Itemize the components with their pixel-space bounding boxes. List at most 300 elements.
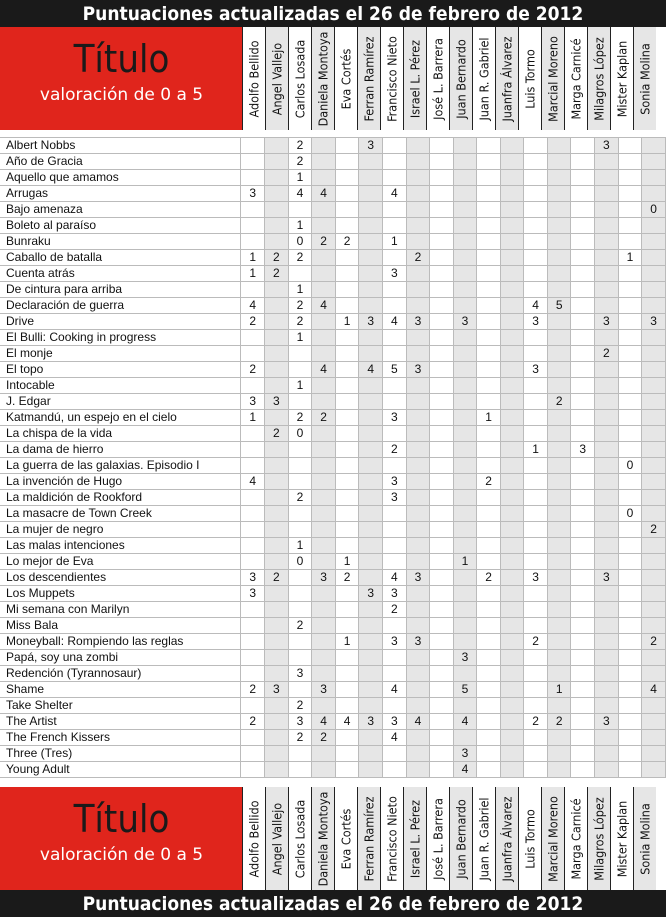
score-cell bbox=[265, 714, 289, 730]
score-cell bbox=[618, 442, 642, 458]
score-cell bbox=[642, 762, 666, 778]
score-cell: 3 bbox=[524, 314, 548, 330]
score-cell bbox=[265, 186, 289, 202]
score-cell bbox=[359, 154, 383, 170]
score-cell bbox=[265, 602, 289, 618]
score-cell bbox=[547, 202, 571, 218]
score-cell bbox=[500, 138, 523, 154]
judge-name: Mister Kaplan bbox=[614, 800, 630, 877]
score-cell: 4 bbox=[642, 682, 666, 698]
score-cell bbox=[335, 410, 359, 426]
score-cell bbox=[430, 714, 453, 730]
score-cell bbox=[477, 442, 501, 458]
score-cell bbox=[477, 394, 501, 410]
score-cell bbox=[642, 474, 666, 490]
score-cell bbox=[265, 170, 289, 186]
score-cell bbox=[500, 746, 523, 762]
score-cell bbox=[547, 314, 571, 330]
score-cell bbox=[383, 506, 407, 522]
score-cell bbox=[359, 666, 383, 682]
score-cell bbox=[265, 282, 289, 298]
score-cell bbox=[524, 458, 548, 474]
score-cell bbox=[453, 346, 477, 362]
score-cell bbox=[477, 362, 501, 378]
score-cell bbox=[547, 746, 571, 762]
score-cell bbox=[618, 698, 642, 714]
score-cell bbox=[430, 458, 453, 474]
score-cell bbox=[359, 602, 383, 618]
score-cell bbox=[453, 570, 477, 586]
score-cell: 0 bbox=[288, 426, 312, 442]
score-cell bbox=[618, 634, 642, 650]
score-cell bbox=[595, 362, 619, 378]
score-cell bbox=[642, 442, 666, 458]
score-cell bbox=[265, 522, 289, 538]
score-cell bbox=[595, 426, 619, 442]
judge-name: Eva Cortés bbox=[338, 808, 354, 869]
table-row bbox=[0, 186, 666, 202]
score-cell bbox=[430, 394, 453, 410]
score-cell bbox=[571, 426, 595, 442]
judge-header bbox=[426, 787, 449, 890]
score-cell bbox=[500, 266, 523, 282]
score-cell bbox=[571, 378, 595, 394]
score-cell bbox=[571, 618, 595, 634]
judge-header bbox=[541, 787, 564, 890]
score-cell bbox=[383, 650, 407, 666]
score-cell bbox=[595, 394, 619, 410]
score-cell bbox=[335, 218, 359, 234]
score-table bbox=[0, 137, 666, 778]
score-cell bbox=[618, 218, 642, 234]
judge-name: Carlos Losada bbox=[292, 39, 308, 118]
score-cell bbox=[453, 538, 477, 554]
score-cell bbox=[241, 538, 265, 554]
score-cell: 0 bbox=[618, 458, 642, 474]
score-cell bbox=[477, 154, 501, 170]
score-cell bbox=[524, 730, 548, 746]
score-cell bbox=[618, 490, 642, 506]
judge-name: Israel L. Pérez bbox=[407, 799, 423, 878]
judge-header bbox=[633, 787, 656, 890]
score-cell bbox=[312, 138, 336, 154]
score-cell bbox=[500, 666, 523, 682]
score-cell bbox=[265, 218, 289, 234]
score-cell bbox=[642, 586, 666, 602]
score-cell bbox=[383, 330, 407, 346]
film-title: Intocable bbox=[0, 378, 241, 394]
table-row bbox=[0, 266, 666, 282]
score-cell bbox=[571, 186, 595, 202]
judge-name: Juan R. Gabriel bbox=[476, 796, 492, 881]
score-cell: 1 bbox=[241, 266, 265, 282]
score-cell bbox=[312, 474, 336, 490]
score-cell bbox=[430, 746, 453, 762]
score-cell: 1 bbox=[288, 378, 312, 394]
score-cell bbox=[335, 538, 359, 554]
score-cell bbox=[642, 186, 666, 202]
score-cell bbox=[335, 186, 359, 202]
score-cell: 2 bbox=[547, 394, 571, 410]
score-cell bbox=[618, 202, 642, 218]
score-cell: 2 bbox=[265, 250, 289, 266]
score-cell bbox=[524, 666, 548, 682]
score-cell bbox=[547, 218, 571, 234]
score-cell bbox=[477, 330, 501, 346]
score-cell bbox=[241, 458, 265, 474]
score-cell bbox=[359, 394, 383, 410]
score-cell bbox=[500, 634, 523, 650]
score-cell: 2 bbox=[477, 474, 501, 490]
score-cell bbox=[571, 522, 595, 538]
score-cell bbox=[241, 698, 265, 714]
score-cell bbox=[430, 138, 453, 154]
score-cell bbox=[477, 666, 501, 682]
score-cell bbox=[241, 138, 265, 154]
score-cell bbox=[312, 602, 336, 618]
score-cell bbox=[335, 586, 359, 602]
film-title: De cintura para arriba bbox=[0, 282, 241, 298]
score-cell bbox=[359, 474, 383, 490]
score-cell bbox=[595, 538, 619, 554]
score-cell bbox=[406, 522, 430, 538]
table-row bbox=[0, 506, 666, 522]
score-cell bbox=[335, 426, 359, 442]
score-cell bbox=[642, 330, 666, 346]
score-cell: 3 bbox=[359, 314, 383, 330]
film-title: La mujer de negro bbox=[0, 522, 241, 538]
score-cell bbox=[595, 506, 619, 522]
score-cell bbox=[571, 506, 595, 522]
table-row bbox=[0, 250, 666, 266]
score-cell bbox=[430, 362, 453, 378]
score-cell bbox=[383, 250, 407, 266]
score-cell bbox=[618, 138, 642, 154]
score-cell bbox=[642, 154, 666, 170]
score-cell bbox=[524, 538, 548, 554]
score-cell: 3 bbox=[383, 266, 407, 282]
score-cell bbox=[406, 442, 430, 458]
film-title: Drive bbox=[0, 314, 241, 330]
judge-name: José L. Barrera bbox=[430, 797, 446, 880]
score-cell bbox=[453, 218, 477, 234]
table-row bbox=[0, 474, 666, 490]
score-cell bbox=[406, 186, 430, 202]
score-cell: 3 bbox=[383, 490, 407, 506]
score-cell bbox=[477, 458, 501, 474]
score-cell bbox=[406, 138, 430, 154]
score-cell bbox=[383, 378, 407, 394]
score-cell bbox=[618, 474, 642, 490]
score-cell: 3 bbox=[642, 314, 666, 330]
score-cell bbox=[524, 186, 548, 202]
score-cell bbox=[453, 138, 477, 154]
title-box-bottom bbox=[0, 787, 243, 890]
score-cell bbox=[524, 218, 548, 234]
score-cell bbox=[547, 650, 571, 666]
score-cell: 3 bbox=[312, 682, 336, 698]
score-cell: 4 bbox=[312, 298, 336, 314]
judge-header bbox=[449, 787, 472, 890]
score-cell bbox=[265, 698, 289, 714]
score-cell bbox=[595, 586, 619, 602]
score-cell bbox=[265, 154, 289, 170]
judge-header bbox=[564, 27, 587, 130]
score-cell bbox=[241, 554, 265, 570]
score-cell bbox=[595, 186, 619, 202]
table-row bbox=[0, 218, 666, 234]
score-cell bbox=[500, 298, 523, 314]
score-cell: 3 bbox=[383, 714, 407, 730]
score-cell bbox=[595, 266, 619, 282]
score-cell bbox=[383, 746, 407, 762]
score-cell bbox=[571, 458, 595, 474]
score-cell bbox=[406, 666, 430, 682]
score-cell bbox=[618, 522, 642, 538]
score-cell bbox=[595, 666, 619, 682]
table-row bbox=[0, 410, 666, 426]
score-cell bbox=[265, 506, 289, 522]
score-cell: 2 bbox=[265, 426, 289, 442]
judge-header bbox=[495, 27, 518, 130]
score-cell bbox=[430, 586, 453, 602]
score-cell: 2 bbox=[335, 234, 359, 250]
score-cell bbox=[642, 266, 666, 282]
score-cell bbox=[312, 330, 336, 346]
score-cell bbox=[571, 154, 595, 170]
score-cell bbox=[335, 618, 359, 634]
film-title: La masacre de Town Creek bbox=[0, 506, 241, 522]
judge-name: Milagros López bbox=[591, 36, 607, 121]
score-cell bbox=[359, 762, 383, 778]
score-cell bbox=[241, 282, 265, 298]
score-cell bbox=[406, 586, 430, 602]
score-cell: 2 bbox=[477, 570, 501, 586]
score-cell bbox=[453, 170, 477, 186]
film-title: Los descendientes bbox=[0, 570, 241, 586]
score-cell bbox=[477, 378, 501, 394]
score-cell bbox=[524, 682, 548, 698]
score-cell bbox=[453, 698, 477, 714]
table-row bbox=[0, 586, 666, 602]
score-cell bbox=[241, 202, 265, 218]
score-cell bbox=[406, 346, 430, 362]
score-cell bbox=[265, 362, 289, 378]
score-cell bbox=[335, 266, 359, 282]
score-cell bbox=[595, 330, 619, 346]
score-cell bbox=[312, 586, 336, 602]
score-cell bbox=[477, 250, 501, 266]
table-row bbox=[0, 554, 666, 570]
score-cell bbox=[618, 346, 642, 362]
score-cell bbox=[524, 202, 548, 218]
score-cell bbox=[571, 202, 595, 218]
score-cell bbox=[406, 538, 430, 554]
score-cell bbox=[500, 426, 523, 442]
score-cell bbox=[383, 666, 407, 682]
score-cell bbox=[241, 346, 265, 362]
score-cell bbox=[453, 250, 477, 266]
score-cell bbox=[241, 234, 265, 250]
score-cell bbox=[595, 458, 619, 474]
score-cell bbox=[524, 234, 548, 250]
score-cell: 3 bbox=[383, 410, 407, 426]
score-cell bbox=[477, 634, 501, 650]
score-cell bbox=[406, 378, 430, 394]
score-cell bbox=[477, 346, 501, 362]
judge-name: Sonia Molina bbox=[637, 802, 653, 875]
score-cell bbox=[383, 170, 407, 186]
score-cell bbox=[571, 538, 595, 554]
score-cell bbox=[618, 314, 642, 330]
judge-name: Ferran Ramírez bbox=[361, 36, 377, 121]
table-row bbox=[0, 138, 666, 154]
judge-header bbox=[541, 27, 564, 130]
score-cell bbox=[406, 426, 430, 442]
table-row bbox=[0, 682, 666, 698]
film-title: Boleto al paraíso bbox=[0, 218, 241, 234]
score-cell bbox=[335, 746, 359, 762]
score-cell: 2 bbox=[288, 298, 312, 314]
judge-header bbox=[334, 787, 357, 890]
score-cell bbox=[312, 282, 336, 298]
score-cell bbox=[453, 394, 477, 410]
score-cell bbox=[477, 170, 501, 186]
score-cell: 4 bbox=[383, 570, 407, 586]
score-cell bbox=[406, 458, 430, 474]
score-cell bbox=[500, 218, 523, 234]
score-cell bbox=[524, 554, 548, 570]
score-cell bbox=[547, 474, 571, 490]
score-cell bbox=[406, 202, 430, 218]
score-cell bbox=[500, 250, 523, 266]
score-cell bbox=[618, 586, 642, 602]
table-row bbox=[0, 490, 666, 506]
score-cell bbox=[430, 474, 453, 490]
film-title: Katmandú, un espejo en el cielo bbox=[0, 410, 241, 426]
score-cell bbox=[500, 282, 523, 298]
score-cell bbox=[383, 202, 407, 218]
score-cell bbox=[547, 186, 571, 202]
score-cell bbox=[312, 650, 336, 666]
score-cell: 4 bbox=[524, 298, 548, 314]
judge-name: Carlos Losada bbox=[292, 799, 308, 878]
score-cell: 1 bbox=[241, 410, 265, 426]
score-cell bbox=[265, 378, 289, 394]
score-cell bbox=[406, 170, 430, 186]
score-cell bbox=[524, 490, 548, 506]
score-cell bbox=[547, 410, 571, 426]
score-cell bbox=[500, 490, 523, 506]
score-cell bbox=[406, 506, 430, 522]
score-cell bbox=[288, 522, 312, 538]
score-cell bbox=[383, 394, 407, 410]
score-cell bbox=[359, 506, 383, 522]
score-cell bbox=[288, 474, 312, 490]
judge-name: Marcial Moreno bbox=[545, 35, 561, 122]
score-cell bbox=[595, 746, 619, 762]
score-cell bbox=[618, 746, 642, 762]
judge-header bbox=[587, 27, 610, 130]
score-cell bbox=[312, 698, 336, 714]
score-cell bbox=[642, 362, 666, 378]
score-cell bbox=[335, 666, 359, 682]
score-cell bbox=[500, 202, 523, 218]
top-banner: Puntuaciones actualizadas el 26 de febrero de 2012 bbox=[0, 0, 666, 27]
film-title: Caballo de batalla bbox=[0, 250, 241, 266]
film-title: Three (Tres) bbox=[0, 746, 241, 762]
judge-name: Juan Bernardo bbox=[453, 798, 469, 879]
score-cell: 2 bbox=[288, 490, 312, 506]
score-cell bbox=[453, 298, 477, 314]
score-cell: 1 bbox=[547, 682, 571, 698]
score-cell bbox=[335, 458, 359, 474]
score-cell bbox=[335, 730, 359, 746]
score-cell bbox=[642, 650, 666, 666]
score-cell bbox=[359, 218, 383, 234]
score-cell: 4 bbox=[383, 314, 407, 330]
score-cell bbox=[430, 410, 453, 426]
score-cell bbox=[359, 522, 383, 538]
score-cell bbox=[571, 570, 595, 586]
score-cell bbox=[524, 762, 548, 778]
score-cell bbox=[595, 202, 619, 218]
score-cell bbox=[312, 762, 336, 778]
score-cell bbox=[595, 170, 619, 186]
score-cell bbox=[312, 458, 336, 474]
score-cell: 4 bbox=[288, 186, 312, 202]
score-cell bbox=[430, 202, 453, 218]
score-cell bbox=[383, 618, 407, 634]
judge-name: Adolfo Bellido bbox=[246, 799, 262, 878]
score-cell bbox=[406, 266, 430, 282]
score-cell bbox=[547, 698, 571, 714]
score-cell bbox=[618, 714, 642, 730]
score-cell bbox=[571, 554, 595, 570]
score-cell bbox=[453, 266, 477, 282]
score-cell: 3 bbox=[595, 570, 619, 586]
score-cell: 3 bbox=[453, 650, 477, 666]
score-cell bbox=[312, 442, 336, 458]
score-cell bbox=[571, 490, 595, 506]
film-title: Lo mejor de Eva bbox=[0, 554, 241, 570]
score-cell bbox=[383, 282, 407, 298]
judge-name: Marcial Moreno bbox=[545, 795, 561, 882]
score-cell: 4 bbox=[359, 362, 383, 378]
score-cell bbox=[547, 602, 571, 618]
score-cell bbox=[595, 218, 619, 234]
film-title: El Bulli: Cooking in progress bbox=[0, 330, 241, 346]
judge-name: Juanfra Álvarez bbox=[499, 35, 515, 122]
score-cell bbox=[547, 266, 571, 282]
score-cell bbox=[241, 330, 265, 346]
score-cell bbox=[642, 458, 666, 474]
score-cell bbox=[618, 762, 642, 778]
table-row bbox=[0, 234, 666, 250]
table-row bbox=[0, 298, 666, 314]
table-row bbox=[0, 330, 666, 346]
score-cell: 4 bbox=[453, 714, 477, 730]
score-cell bbox=[477, 314, 501, 330]
score-cell bbox=[477, 618, 501, 634]
score-cell bbox=[453, 458, 477, 474]
score-cell bbox=[312, 666, 336, 682]
score-cell bbox=[524, 426, 548, 442]
score-cell bbox=[477, 602, 501, 618]
score-cell bbox=[430, 282, 453, 298]
judge-name: Mister Kaplan bbox=[614, 40, 630, 117]
title-label: Título bbox=[73, 37, 170, 81]
